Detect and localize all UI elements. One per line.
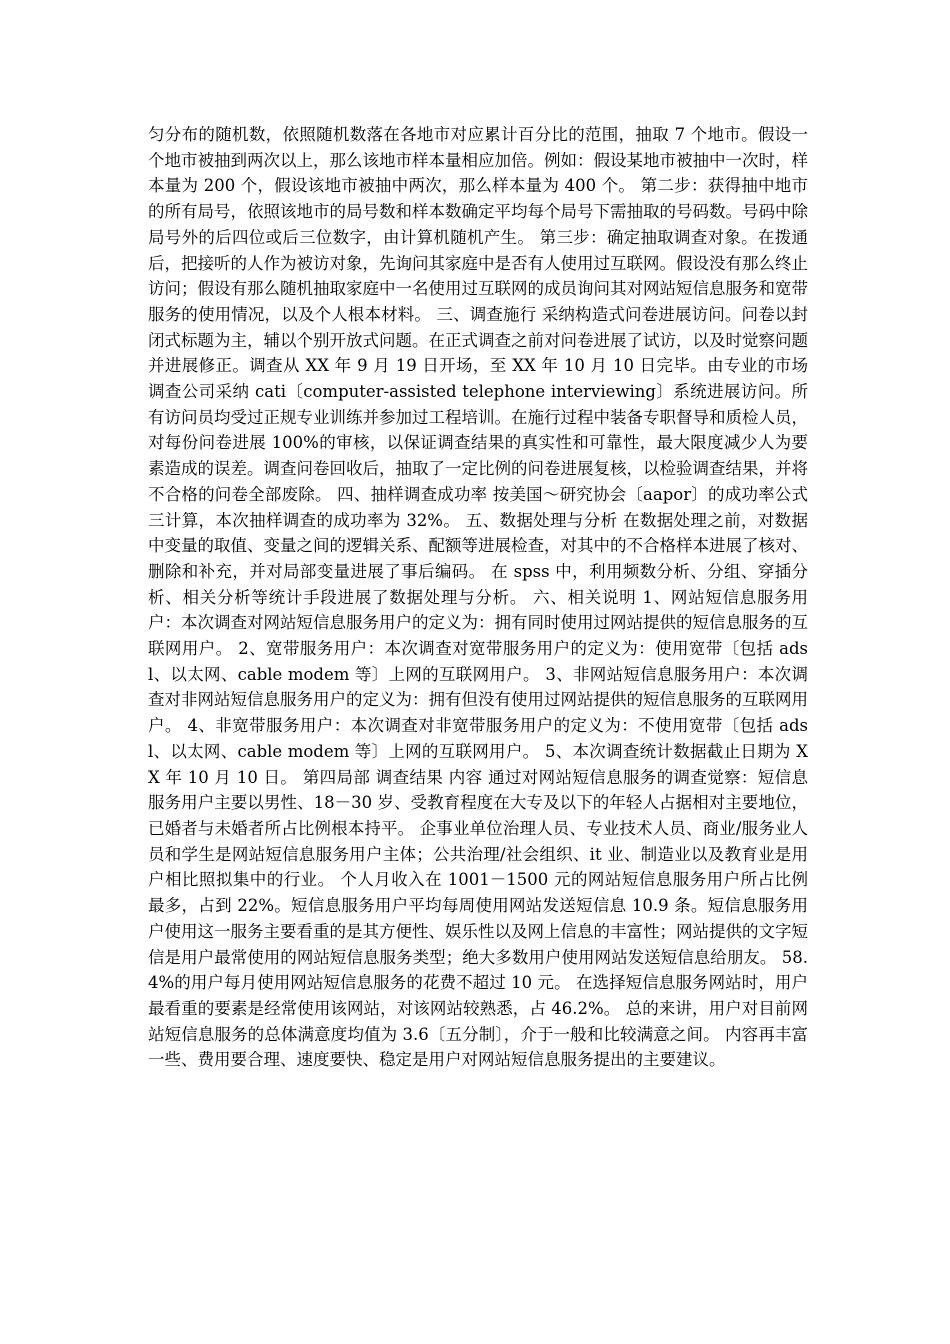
body-paragraph: 匀分布的随机数，依照随机数落在各地市对应累计百分比的范围，抽取 7 个地市。假设一个地市被抽到两次以上，那么该地市样本量相应加倍。例如：假设某地市被抽中一次时，样本量为 200 个，假设该地市被抽中两次，那么样本量为 400 个。 第二步：获得抽中地市的所有局号，依照该地市的局号数和样本数确定平均每个局号下需抽取的号码数。号码中除局号外的后四位或后三位数字，由计算机随机产生。 第三步：确定抽取调查对象。在拨通后，把接听的人作为被访对象，先询问其家庭中是否有人使用过互联网。假设没有那么终止访问；假设有那么随机抽取家庭中一名使用过互联网的成员询问其对网站短信息服务和宽带服务的使用情况，以及个人根本材料。 三、调查施行 采纳构造式问卷进展访问。问卷以封闭式标题为主，辅以个别开放式问题。在正式调查之前对问卷进展了试访，以及时觉察问题并进展修正。调查从 XX 年 9 月 19 日开场，至 XX 年 10 月 10 日完毕。由专业的市场调查公司采纳 cati〔computer-assisted telephone interviewing〕系统进展访问。所有访问员均受过正规专业训练并参加过工程培训。在施行过程中装备专职督导和质检人员，对每份问卷进展 100%的审核，以保证调查结果的真实性和可靠性，最大限度减少人为要素造成的误差。调查问卷回收后，抽取了一定比例的问卷进展复核，以检验调查结果，并将不合格的问卷全部废除。 四、抽样调查成功率 按美国～研究协会〔aapor〕的成功率公式三计算，本次抽样调查的成功率为 32%。 五、数据处理与分析 在数据处理之前，对数据中变量的取值、变量之间的逻辑关系、配额等进展检查，对其中的不合格样本进展了核对、删除和补充，并对局部变量进展了事后编码。 在 spss 中，利用频数分析、分组、穿插分析、相关分析等统计手段进展了数据处理与分析。 六、相关说明 1、网站短信息服务用户：本次调查对网站短信息服务用户的定义为：拥有同时使用过网站提供的短信息服务的互联网用户。 2、宽带服务用户：本次调查对宽带服务用户的定义为：使用宽带〔包括 adsl、以太网、cable modem 等〕上网的互联网用户。 3、非网站短信息服务用户：本次调查对非网站短信息服务用户的定义为：拥有但没有使用过网站提供的短信息服务的互联网用户。 4、非宽带服务用户：本次调查对非宽带服务用户的定义为：不使用宽带〔包括 adsl、以太网、cable modem 等〕上网的互联网用户。 5、本次调查统计数据截止日期为 XX 年 10 月 10 日。 第四局部 调查结果 内容 通过对网站短信息服务的调查觉察：短信息服务用户主要以男性、18－30 岁、受教育程度在大专及以下的年轻人占据相对主要地位，已婚者与未婚者所占比例根本持平。 企事业单位治理人员、专业技术人员、商业/服务业人员和学生是网站短信息服务用户主体；公共治理/社会组织、it 业、制造业以及教育业是用户相比照拟集中的行业。 个人月收入在 1001－1500 元的网站短信息服务用户所占比例最多，占到 22%。短信息服务用户平均每周使用网站发送短信息 10.9 条。短信息服务用户使用这一服务主要看重的是其方便性、娱乐性以及网上信息的丰富性；网站提供的文字短信是用户最常使用的网站短信息服务类型；绝大多数用户使用网站发送短信息给朋友。 58.4%的用户每月使用网站短信息服务的花费不超过 10 元。 在选择短信息服务网站时，用户最看重的要素是经常使用该网站，对该网站较熟悉，占 46.2%。 总的来讲，用户对目前网站短信息服务的总体满意度均值为 3.6〔五分制〕，介于一般和比较满意之间。 内容再丰富一些、费用要合理、速度要快、稳定是用户对网站短信息服务提出的主要建议。 [148, 125, 808, 1070]
